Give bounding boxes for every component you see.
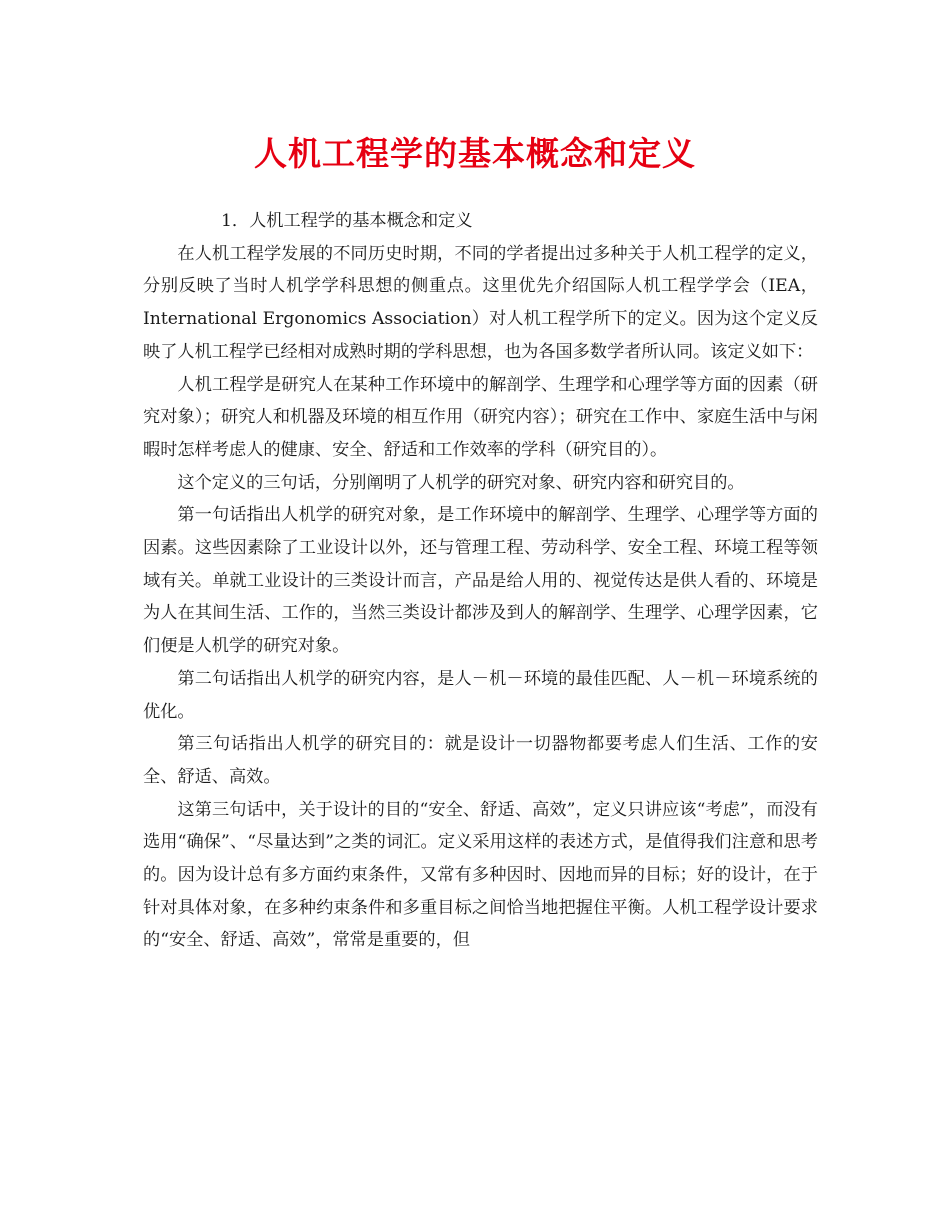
section-heading: 1．人机工程学的基本概念和定义 xyxy=(221,211,473,231)
document-body xyxy=(143,205,818,957)
paragraph-three-sentences: 这个定义的三句话，分别阐明了人机学的研究对象、研究内容和研究目的。 xyxy=(177,472,745,493)
paragraph-first-sentence: 第一句话指出人机学的研究对象，是工作环境中的解剖学、生理学、心理学等方面的因素。这些因素除了工业设计以外，还与管理工程、劳动科学、安全工程、环境工程等领域有关。单就工业设计的三类设计而言，产品是给人用的、视觉传达是供人看的、环境是为人在其间生活、工作的，当然三类设计都涉及到人的解剖学、生理学、心理学因素，它们便是人机学的研究对象。 xyxy=(143,505,818,657)
paragraph-third-sentence: 第三句话指出人机学的研究目的：就是设计一切器物都要考虑人们生活、工作的安全、舒适、高效。 xyxy=(143,734,818,787)
paragraph-definition: 人机工程学是研究人在某种工作环境中的解剖学、生理学和心理学等方面的因素（研究对象）；研究人和机器及环境的相互作用（研究内容）；研究在工作中、家庭生活中与闲暇时怎样考虑人的健康、安全、舒适和工作效率的学科（研究目的）。 xyxy=(143,374,818,460)
paragraph-second-sentence: 第二句话指出人机学的研究内容，是人－机－环境的最佳匹配、人－机－环境系统的优化。 xyxy=(143,668,818,722)
page-title: 人机工程学的基本概念和定义 xyxy=(254,134,696,173)
paragraph-discussion: 这第三句话中，关于设计的目的“安全、舒适、高效”，定义只讲应该“考虑”，而没有选用“确保”、“尽量达到”之类的词汇。定义采用这样的表述方式，是值得我们注意和思考的。因为设计总有多方面约束条件，又常有多种因时、因地而异的目标；好的设计，在于针对具体对象，在多种约束条件和多重目标之间恰当地把握住平衡。人机工程学设计要求的“安全、舒适、高效”，常常是重要的，但 xyxy=(143,799,818,951)
paragraph-intro: 在人机工程学发展的不同历史时期，不同的学者提出过多种关于人机工程学的定义，分别反映了当时人机学学科思想的侧重点。这里优先介绍国际人机工程学学会（IEA，International Ergonomics Association）对人机工程学所下的定义。因为这个定义反映了人机工程学已经相对成熟时期的学科思想，也为各国多数学者所认同。该定义如下： xyxy=(143,243,818,362)
